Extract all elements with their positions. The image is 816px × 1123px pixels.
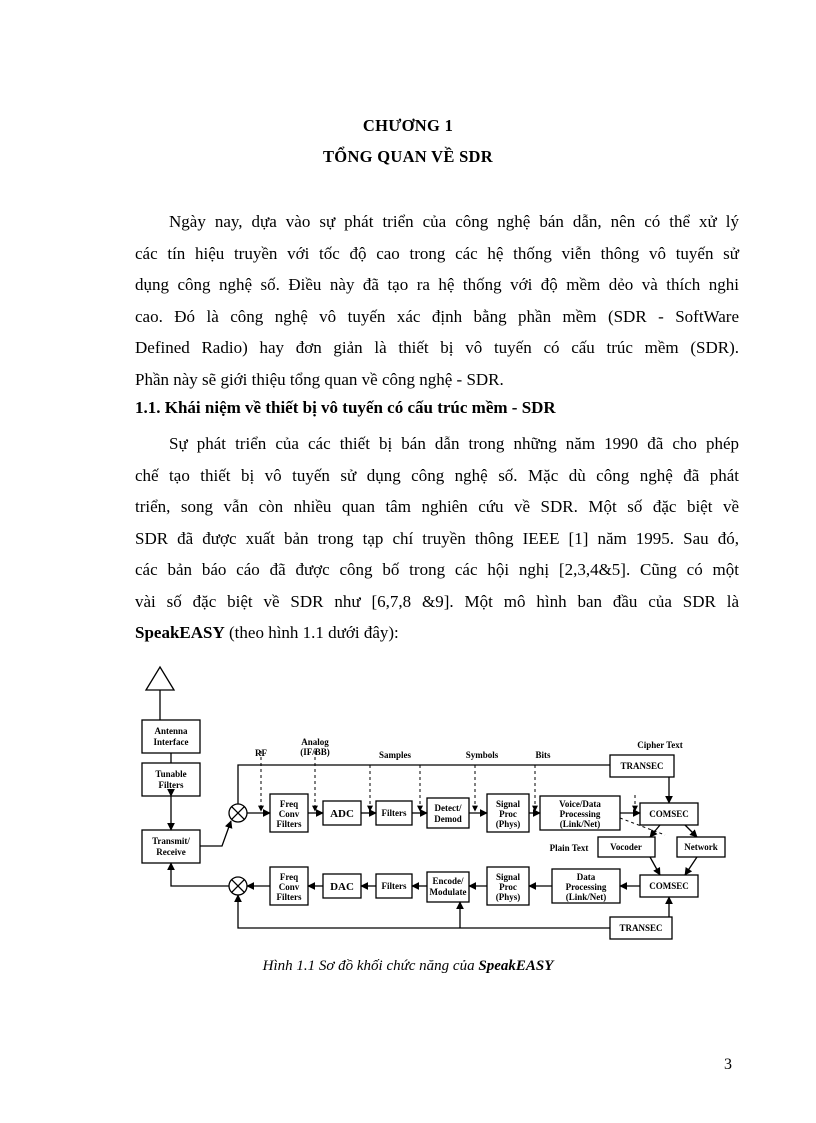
section-heading: 1.1. Khái niệm về thiết bị vô tuyến có cấu trúc mềm - SDR [135, 398, 556, 417]
section-line-rest: (theo hình 1.1 dưới đây): [224, 623, 399, 642]
antenna-icon [146, 667, 174, 690]
section-line: triển, song vẫn còn nhiều quan tâm nghiên cứu về SDR. Một số đặc biệt về [135, 497, 739, 516]
transec-bottom-label: TRANSEC [619, 923, 663, 933]
freq-conv-rx-label: Freq Conv Filters [276, 799, 302, 829]
speakeasy-term: SpeakEASY [135, 623, 225, 642]
page-number: 3 [724, 1056, 732, 1073]
cipher-text-label: Cipher Text [637, 740, 683, 750]
intro-paragraph [135, 206, 739, 395]
rf-label: RF [255, 748, 267, 758]
adc-label: ADC [330, 808, 354, 820]
network-label: Network [684, 842, 718, 852]
samples-label: Samples [378, 750, 412, 760]
caption-text: Hình 1.1 Sơ đồ khối chức năng của [262, 958, 479, 974]
section-line: chế tạo thiết bị vô tuyến sử dụng công nghệ số. Mặc dù công nghệ đã phát [135, 465, 739, 485]
intro-line: Phần này sẽ giới thiệu tổng quan về công nghệ - SDR. [135, 369, 504, 389]
section-line: các bản báo cáo đã được công bố trong các hội nghị [2,3,4&5]. Cũng có một [135, 560, 739, 579]
transec-top-label: TRANSEC [620, 761, 664, 771]
antenna-interface-label: Antenna Interface [153, 726, 189, 747]
tunable-filters-label: Tunable Filters [155, 769, 187, 790]
intro-line: dụng công nghệ số. Điều này đã tạo ra hệ thống với độ mềm dẻo và thích nghi [135, 275, 739, 294]
encode-modulate-label: Encode/ Modulate [429, 876, 467, 897]
figure-caption [0, 958, 816, 975]
vocoder-label: Vocoder [610, 842, 642, 852]
signal-proc-tx-label: Signal Proc (Phys) [495, 872, 521, 902]
freq-conv-tx-label: Freq Conv Filters [276, 872, 302, 902]
filters-rx-label: Filters [381, 808, 407, 818]
bits-label: Bits [535, 750, 551, 760]
chapter-title: TỔNG QUAN VỀ SDR [323, 147, 493, 166]
section-line: SDR đã được xuất bản trong tạp chí truyền thông IEEE [1] năm 1995. Sau đó, [135, 528, 739, 548]
symbols-label: Symbols [465, 750, 499, 760]
speakeasy-block-diagram [130, 665, 730, 947]
intro-line: cao. Đó là công nghệ vô tuyến xác định bằng phần mềm (SDR - SoftWare [135, 306, 739, 326]
intro-line: Ngày nay, dựa vào sự phát triển của công nghệ bán dẫn, nên có thể xử lý [169, 212, 739, 231]
detect-demod-label: Detect/ Demod [434, 803, 462, 824]
section-line-last [135, 617, 739, 649]
data-processing-label: Data Processing (Link/Net) [565, 872, 607, 902]
caption-speakeasy: SpeakEASY [478, 958, 554, 974]
section-paragraph [135, 428, 739, 649]
chapter-number: CHƯƠNG 1 [362, 116, 454, 135]
analog-label: Analog (IF/BB) [300, 737, 330, 757]
comsec-top-label: COMSEC [649, 809, 689, 819]
intro-line: các tín hiệu truyền với tốc độ cao trong các hệ thống viễn thông vô tuyến sử [135, 243, 739, 263]
section-line: vài số đặc biệt về SDR như [6,7,8 &9]. Một mô hình ban đầu của SDR là [135, 591, 739, 611]
signal-proc-rx-label: Signal Proc (Phys) [495, 799, 521, 829]
transmit-receive-label: Transmit/ Receive [152, 836, 190, 857]
plain-text-label: Plain Text [549, 843, 589, 853]
dac-label: DAC [330, 881, 354, 893]
intro-line: Defined Radio) hay đơn giản là thiết bị vô tuyến có cấu trúc mềm (SDR). [135, 338, 739, 357]
comsec-bottom-label: COMSEC [649, 881, 689, 891]
filters-tx-label: Filters [381, 881, 407, 891]
section-line: Sự phát triển của các thiết bị bán dẫn trong những năm 1990 đã cho phép [169, 434, 739, 453]
voice-data-label: Voice/Data Processing (Link/Net) [559, 799, 601, 829]
